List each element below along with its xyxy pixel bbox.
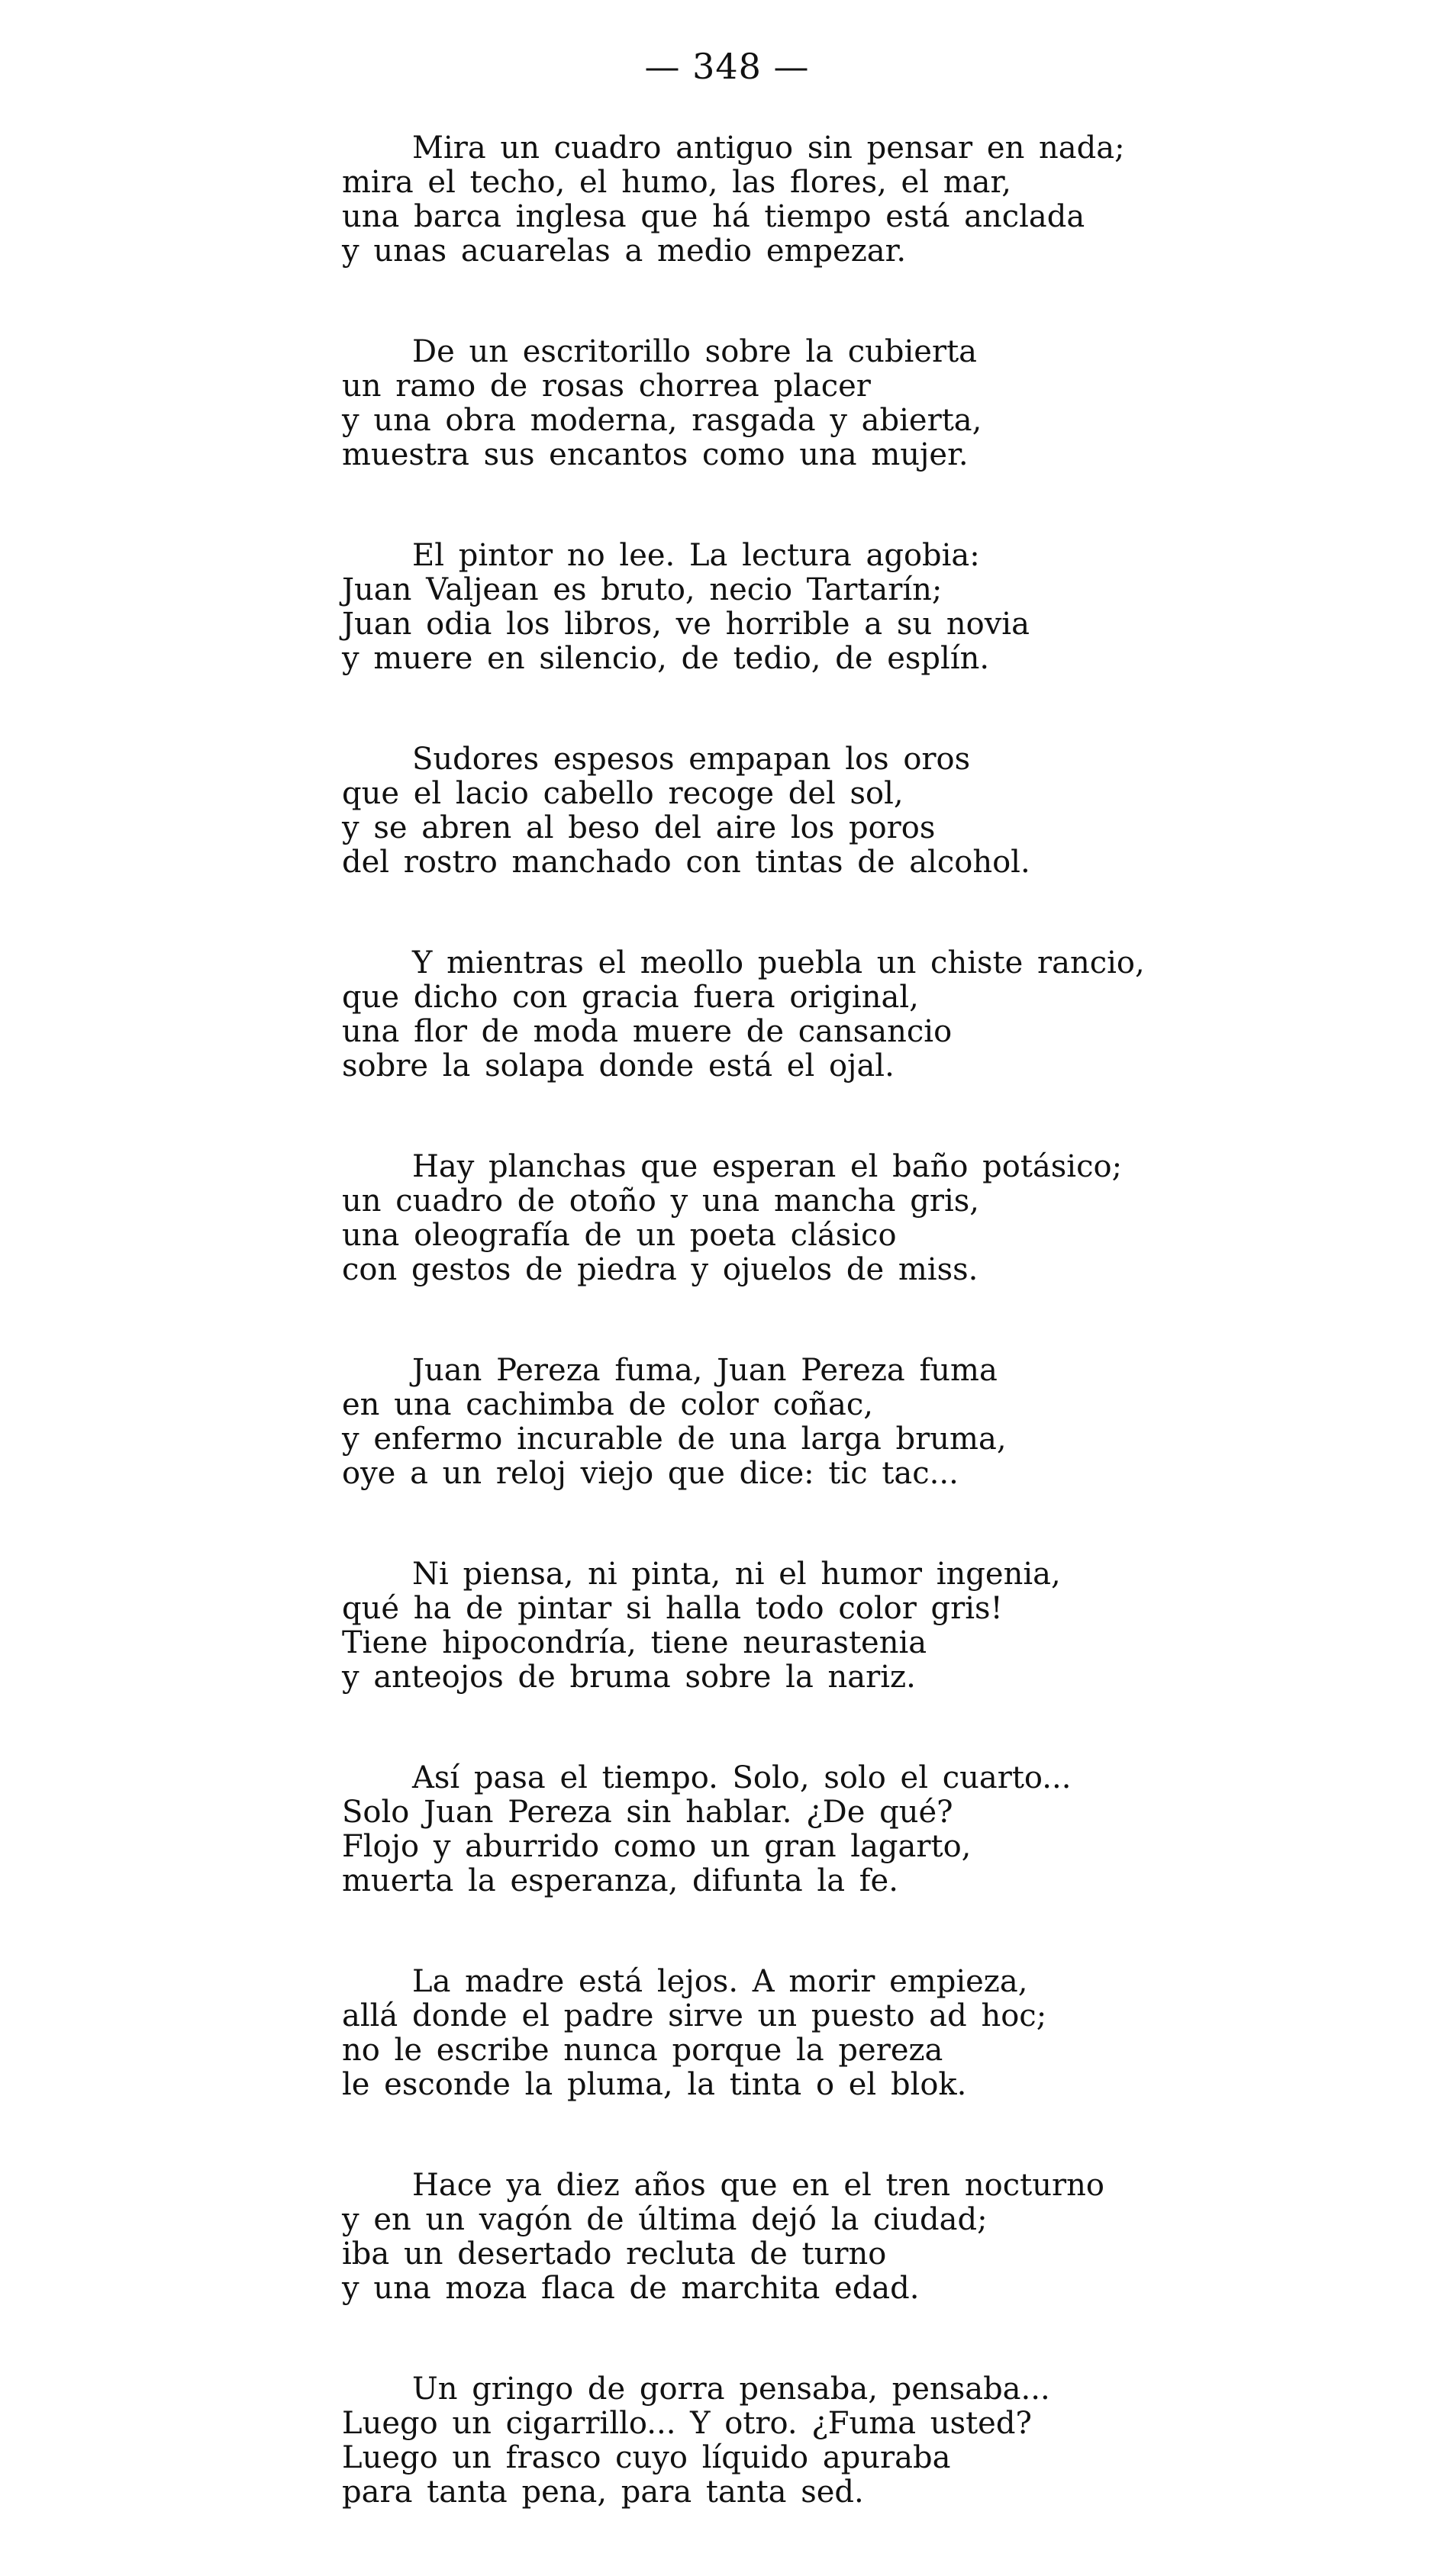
stanza (342, 131, 1441, 269)
poem-line: sobre la solapa donde está el ojal. (342, 1048, 895, 1084)
poem-line: De un escritorillo sobre la cubierta (412, 334, 978, 369)
poem-line: Sudores espesos empapan los oros (412, 742, 971, 777)
poem-line: una barca inglesa que há tiempo está anclada (342, 199, 1085, 234)
stanza (342, 1965, 1441, 2102)
poem-line: y una moza flaca de marchita edad. (342, 2271, 920, 2306)
stanza (342, 335, 1441, 472)
poem-line: allá donde el padre sirve un puesto ad hoc; (342, 1998, 1047, 2033)
poem-line: un cuadro de otoño y una mancha gris, (342, 1183, 979, 1219)
poem-line: El pintor no lee. La lectura agobia: (412, 538, 980, 573)
poem-line: y una obra moderna, rasgada y abierta, (342, 403, 982, 438)
poem-body (342, 131, 1441, 2576)
poem-line: muestra sus encantos como una mujer. (342, 437, 969, 472)
stanza (342, 539, 1441, 676)
poem-line: para tanta pena, para tanta sed. (342, 2475, 864, 2510)
poem-line: que dicho con gracia fuera original, (342, 980, 919, 1015)
poem-line: no le escribe nunca porque la pereza (342, 2033, 943, 2068)
poem-line: y muere en silencio, de tedio, de esplín. (342, 641, 990, 676)
poem-line: Luego un cigarrillo... Y otro. ¿Fuma usted? (342, 2406, 1032, 2441)
stanza (342, 1150, 1441, 1287)
page-number: — 348 — (644, 46, 810, 87)
poem-line: y enfermo incurable de una larga bruma, (342, 1422, 1007, 1457)
poem-line: La madre está lejos. A morir empieza, (412, 1964, 1028, 1999)
stanza (342, 2372, 1441, 2510)
poem-line: Hace ya diez años que en el tren nocturno (412, 2168, 1104, 2203)
poem-line: Juan odia los libros, ve horrible a su novia (342, 607, 1030, 642)
poem-line: del rostro manchado con tintas de alcohol. (342, 845, 1030, 880)
poem-line: Hay planchas que esperan el baño potásico; (412, 1149, 1123, 1184)
poem-line: Tiene hipocondría, tiene neurastenia (342, 1625, 927, 1660)
poem-line: le esconde la pluma, la tinta o el blok. (342, 2067, 967, 2102)
poem-line: Solo Juan Pereza sin hablar. ¿De qué? (342, 1795, 953, 1830)
stanza (342, 2169, 1441, 2306)
poem-line: y en un vagón de última dejó la ciudad; (342, 2202, 988, 2237)
poem-line: Juan Valjean es bruto, necio Tartarín; (342, 572, 943, 607)
poem-line: Un gringo de gorra pensaba, pensaba... (412, 2372, 1050, 2407)
poem-line: mira el techo, el humo, las flores, el mar, (342, 165, 1011, 200)
poem-line: que el lacio cabello recoge del sol, (342, 776, 904, 811)
poem-line: en una cachimba de color coñac, (342, 1387, 873, 1422)
poem-line: Ni piensa, ni pinta, ni el humor ingenia, (412, 1557, 1061, 1592)
poem-line: iba un desertado recluta de turno (342, 2236, 887, 2272)
stanza (342, 742, 1441, 880)
poem-line: una oleografía de un poeta clásico (342, 1218, 897, 1253)
poem-line: y anteojos de bruma sobre la nariz. (342, 1660, 916, 1695)
poem-line: y unas acuarelas a medio empezar. (342, 233, 907, 269)
poem-line: Y mientras el meollo puebla un chiste rancio, (412, 945, 1145, 980)
poem-line: Mira un cuadro antiguo sin pensar en nada; (412, 130, 1125, 166)
poem-line: Juan Pereza fuma, Juan Pereza fuma (412, 1353, 998, 1388)
poem-line: qué ha de pintar si halla todo color gris! (342, 1591, 1003, 1626)
poem-line: un ramo de rosas chorrea placer (342, 369, 871, 404)
poem-line: con gestos de piedra y ojuelos de miss. (342, 1252, 978, 1287)
stanza (342, 946, 1441, 1084)
poem-line: Luego un frasco cuyo líquido apuraba (342, 2440, 951, 2475)
poem-line: una flor de moda muere de cansancio (342, 1014, 953, 1049)
poem-line: y se abren al beso del aire los poros (342, 810, 936, 845)
poem-line: Así pasa el tiempo. Solo, solo el cuarto... (412, 1760, 1072, 1795)
stanza (342, 1761, 1441, 1898)
stanza (342, 1354, 1441, 1491)
poem-line: muerta la esperanza, difunta la fe. (342, 1863, 898, 1898)
poem-line: Flojo y aburrido como un gran lagarto, (342, 1829, 972, 1864)
stanza (342, 1557, 1441, 1695)
poem-line: oye a un reloj viejo que dice: tic tac... (342, 1456, 959, 1491)
